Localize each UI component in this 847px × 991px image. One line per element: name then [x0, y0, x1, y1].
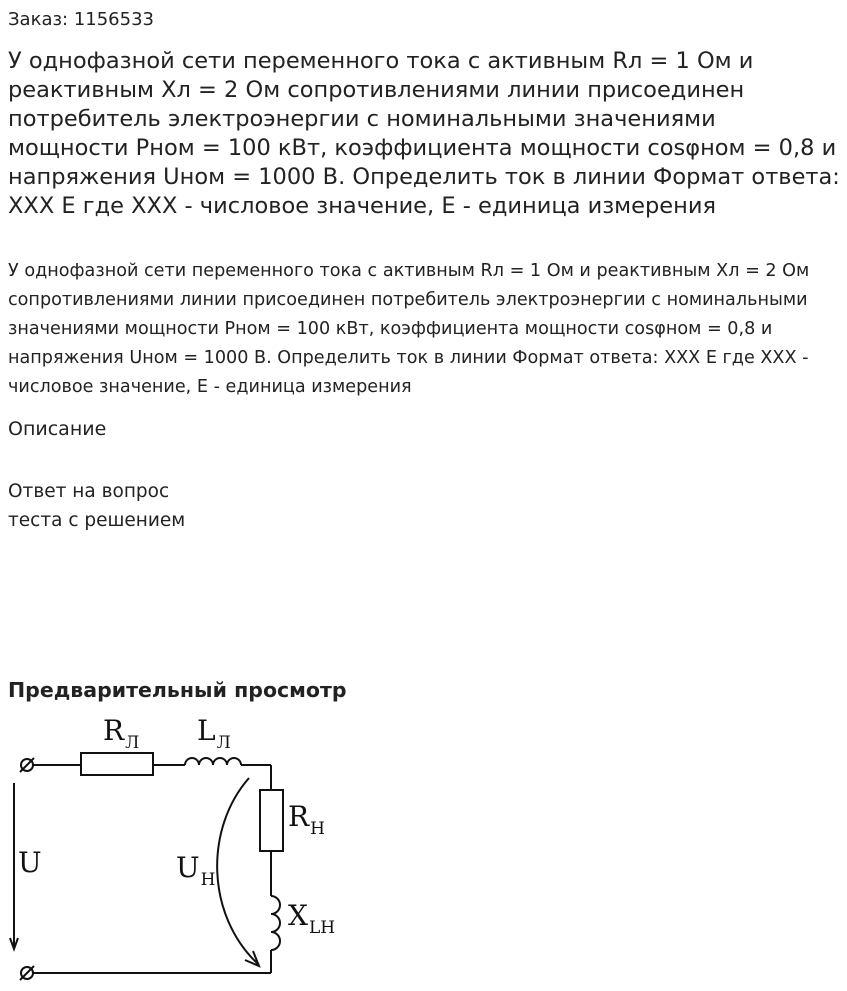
task-text: У однофазной сети переменного тока с активным Rл = 1 Ом и реактивным Xл = 2 Ом сопротивлениями линии присоединен потребитель электроэнергии с номинальными значениями мощности Pном = 100 кВт, коэффициента мощности cosφном = 0,8 и напряжения Uном = 1000 В. Определить ток в линии Формат ответа: XXX E где XXX - числовое значение, E - единица измерения [8, 261, 810, 397]
top-terminal [20, 758, 34, 772]
preview-heading: Предварительный просмотр [8, 678, 347, 702]
load-inductor [271, 896, 280, 950]
task-title: У однофазной сети переменного тока с активным Rл = 1 Ом и реактивным Xл = 2 Ом сопротивлениями линии присоединен потребитель электроэнергии с номинальными значениями мощности Pном = 100 кВт, коэффициента мощности cosφном = 0,8 и напряжения Uном = 1000 В. Определить ток в линии Формат ответа: XXX E где XXX - числовое значение, E - единица измерения [8, 48, 840, 219]
label-u-load: $U_Н$ [176, 851, 216, 890]
description-text: Ответ на вопрос теста с решением [8, 481, 186, 531]
description-heading: Описание [8, 418, 107, 440]
order-number: Заказ: 1156533 [8, 9, 154, 30]
label-u-source: U [18, 846, 42, 879]
load-voltage-arrow [217, 778, 259, 965]
line-resistor [81, 753, 153, 775]
label-l-line: $L_Л$ [197, 714, 231, 753]
bottom-terminal [20, 966, 34, 980]
line-inductor [185, 758, 241, 765]
circuit-diagram [0, 700, 360, 991]
load-resistor [260, 790, 283, 851]
label-x-load: $X_{LН}$ [288, 899, 336, 938]
label-r-load: $R_Н$ [288, 800, 325, 839]
label-r-line: $R_Л$ [103, 714, 140, 753]
